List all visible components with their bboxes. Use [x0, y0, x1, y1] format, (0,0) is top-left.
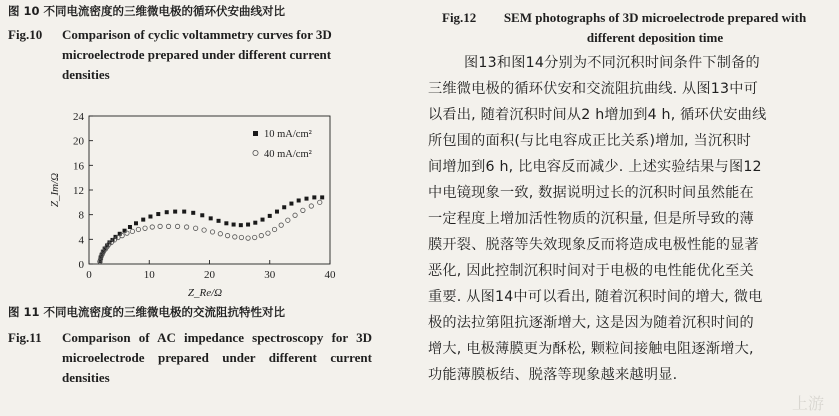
data-point-series-2	[293, 213, 297, 217]
y-tick-label: 4	[78, 234, 84, 247]
data-point-series-2	[210, 230, 214, 234]
data-point-series-2	[136, 227, 140, 231]
y-tick-label: 8	[78, 209, 84, 222]
data-point-series-1	[261, 218, 265, 222]
data-point-series-1	[173, 210, 177, 214]
data-point-series-2	[184, 225, 188, 229]
data-point-series-2	[239, 235, 243, 239]
fig10-caption-cn: 图 10 不同电流密度的三维微电极的循环伏安曲线对比	[8, 4, 286, 18]
data-point-series-1	[209, 216, 213, 220]
legend	[253, 129, 312, 160]
data-point-series-1	[165, 210, 169, 214]
body-line: 膜开裂、脱落等失效现象反而将造成电极性能的显著	[428, 237, 759, 253]
data-point-series-1	[232, 223, 236, 227]
x-tick-label: 10	[143, 269, 155, 281]
data-point-series-2	[218, 232, 222, 236]
data-point-series-1	[123, 229, 127, 233]
body-line: 一定程度上增加活性物质的沉积量, 但是所导致的薄	[428, 211, 754, 227]
body-line: 功能薄膜板结、脱落等现象越来越明显.	[428, 367, 678, 383]
y-tick-label: 24	[73, 111, 84, 123]
data-point-series-1	[275, 210, 279, 214]
body-line: 中电镜现象一致, 数据说明过长的沉积时间虽然能在	[428, 185, 754, 201]
data-point-series-2	[158, 224, 162, 228]
data-point-series-2	[259, 233, 263, 237]
data-point-series-1	[141, 218, 145, 222]
data-point-series-1	[289, 202, 293, 206]
data-point-series-1	[128, 225, 132, 229]
data-point-series-2	[286, 218, 290, 222]
data-point-series-1	[200, 213, 204, 217]
fig10-label-en: Fig.10	[8, 27, 43, 42]
data-point-series-1	[246, 223, 250, 227]
legend-marker-40	[253, 150, 258, 155]
body-line: 重要. 从图14中可以看出, 随着沉积时间的增大, 微电	[428, 289, 763, 305]
data-point-series-1	[134, 221, 138, 225]
x-axis-label: Z_Re/Ω	[187, 287, 223, 299]
fig12-label-en: Fig.12	[442, 10, 477, 25]
data-point-series-2	[202, 228, 206, 232]
data-point-series-1	[320, 195, 324, 199]
body-line: 所包围的面积(与比电容成正比关系)增加, 当沉积时	[428, 133, 752, 149]
data-point-series-1	[305, 197, 309, 201]
data-point-series-1	[156, 212, 160, 216]
data-point-series-2	[233, 235, 237, 239]
y-tick-label: 16	[73, 160, 84, 173]
fig10-caption-en: Comparison of cyclic voltammetry curves for 3D microelectrode prepared under different current densities	[62, 27, 332, 82]
body-line: 以看出, 随着沉积时间从2 h增加到4 h, 循环伏安曲线	[428, 107, 767, 123]
x-tick-label: 30	[264, 269, 276, 281]
watermark: 上游	[792, 394, 825, 413]
x-tick-label: 0	[86, 269, 92, 281]
data-point-series-1	[217, 219, 221, 223]
data-point-series-1	[312, 195, 316, 199]
legend-marker-10	[253, 131, 258, 136]
fig11-caption-en: Comparison of AC impedance spectroscopy for 3D microelectrode prepared under different current densities	[62, 330, 372, 385]
data-point-series-2	[193, 226, 197, 230]
fig11-caption-cn: 图 11 不同电流密度的三维微电极的交流阻抗特性对比	[8, 305, 286, 319]
body-line: 极的法拉第阻抗逐渐增大, 这是因为随着沉积时间的	[428, 315, 754, 331]
data-point-series-1	[224, 221, 228, 225]
data-point-series-2	[252, 235, 256, 239]
y-axis-label: Z_Im/Ω	[49, 172, 61, 208]
data-point-series-2	[318, 200, 322, 204]
data-point-series-2	[246, 236, 250, 240]
data-point-series-1	[253, 221, 257, 225]
data-point-series-2	[150, 225, 154, 229]
data-point-series-2	[301, 208, 305, 212]
body-line: 增大, 电极薄膜更为酥松, 颗粒间接触电阻逐渐增大,	[428, 341, 754, 357]
data-point-series-1	[297, 198, 301, 202]
body-line: 图13和图14分别为不同沉积时间条件下制备的	[464, 55, 760, 71]
data-point-series-2	[175, 224, 179, 228]
data-point-series-1	[282, 205, 286, 209]
data-point-series-1	[182, 210, 186, 214]
nyquist-chart	[0, 90, 400, 302]
fig11-label-en: Fig.11	[8, 330, 42, 345]
legend-label-40: 40 mA/cm²	[264, 149, 312, 160]
data-point-series-1	[148, 215, 152, 219]
body-line: 间增加到6 h, 比电容反而减少. 上述实验结果与图12	[428, 159, 762, 175]
data-point-series-2	[125, 231, 129, 235]
data-point-series-2	[309, 204, 313, 208]
data-point-series-2	[225, 233, 229, 237]
data-point-series-1	[268, 214, 272, 218]
data-point-series-1	[239, 223, 243, 227]
data-point-series-2	[130, 229, 134, 233]
data-point-series-2	[272, 227, 276, 231]
legend-label-10: 10 mA/cm²	[264, 129, 312, 140]
y-tick-label: 20	[73, 135, 84, 148]
data-point-series-2	[143, 226, 147, 230]
y-tick-label: 12	[73, 185, 84, 197]
data-point-series-2	[166, 224, 170, 228]
fig12-caption-en: SEM photographs of 3D microelectrode prepared with different deposition time	[503, 10, 807, 45]
x-tick-label: 40	[324, 269, 336, 281]
y-tick-label: 0	[78, 259, 84, 271]
body-line: 三维微电极的循环伏安和交流阻抗曲线. 从图13中可	[428, 81, 759, 97]
x-tick-label: 20	[204, 269, 215, 281]
data-point-series-2	[266, 231, 270, 235]
body-line: 恶化, 因此控制沉积时间对于电极的电性能优化至关	[428, 263, 754, 279]
data-point-series-2	[279, 223, 283, 227]
data-point-series-1	[191, 211, 195, 215]
